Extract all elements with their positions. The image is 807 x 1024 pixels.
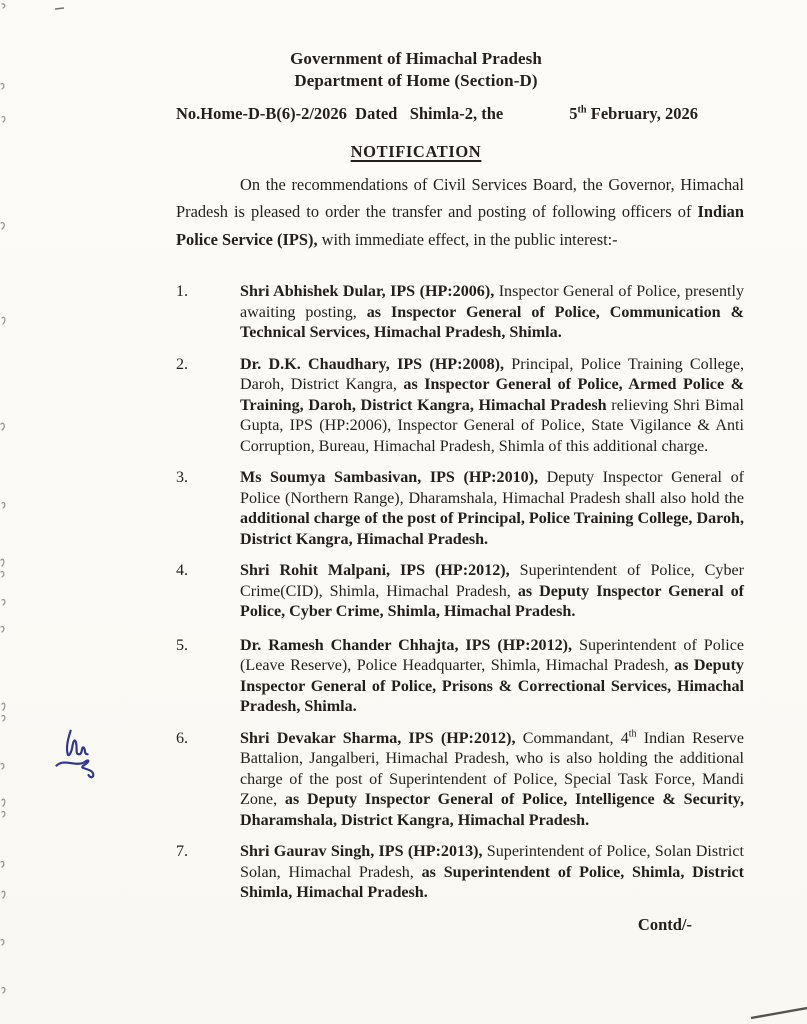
transfer-list [176, 282, 744, 904]
item-text: Dr. Ramesh Chander Chhajta, IPS (HP:2012), Superintendent of Police (Leave Reserve), Police Headquarter, Shimla, Himachal Pradesh, as Deputy Inspector General of Police, Prisons & Correctional Services, Himachal Pradesh, Shimla. [240, 636, 745, 715]
item-number: 1. [176, 283, 189, 300]
item-text: Shri Gaurav Singh, IPS (HP:2013), Superintendent of Police, Solan District Solan, Himachal Pradesh, as Superintendent of Police, Shimla, District Shimla, Himachal Pradesh. [240, 843, 744, 901]
list-item [176, 636, 744, 718]
intro-paragraph: On the recommendations of Civil Services Board, the Governor, Himachal Pradesh is pleased to order the transfer and posting of following officers of Indian Police Service (IPS), with immediate effect, in the public interest:- [176, 175, 744, 249]
item-text: Shri Rohit Malpani, IPS (HP:2012), Superintendent of Police, Cyber Crime(CID), Shimla, Himachal Pradesh, as Deputy Inspector General of Police, Cyber Crime, Shimla, Himachal Pradesh. [240, 562, 744, 620]
item-number: 2. [176, 355, 189, 373]
item-text: Shri Devakar Sharma, IPS (HP:2012), Commandant, 4th Indian Reserve Battalion, Jangalberi, Himachal Pradesh, who is also holding the additional charge of the post of Superintendent of Police, Special Task Force, Mandi Zone, as Deputy Inspector General of Police, Intelligence & Security, Dharamshala, District Kangra, Himachal Pradesh. [240, 728, 744, 829]
notification-date: 5th February, 2026 [569, 104, 698, 123]
item-text: Dr. D.K. Chaudhary, IPS (HP:2008), Principal, Police Training College, Daroh, District Kangra, as Inspector General of Police, Armed Police & Training, Daroh, District Kangra, Himachal Pradesh relieving Shri Bimal Gupta, IPS (HP:2006), Inspector General of Police, State Vigilance & Anti Corruption, Bureau, Himachal Pradesh, Shimla of this additional charge. [240, 355, 745, 455]
item-number: 3. [176, 469, 189, 486]
department-title: Department of Home (Section-D) [294, 71, 538, 90]
document-header [12, 48, 807, 92]
item-number: 4. [176, 562, 189, 579]
list-item [176, 282, 744, 344]
list-item [176, 561, 744, 623]
transfer-order-content [176, 282, 744, 935]
continued-marker: Contd/- [637, 914, 692, 934]
item-number: 6. [176, 729, 189, 747]
handwritten-signature-mark [52, 726, 110, 792]
scan-artifact-line [747, 1000, 807, 1024]
notification-heading: NOTIFICATION [350, 142, 482, 161]
list-item [176, 842, 744, 904]
list-item [176, 355, 744, 458]
item-number: 7. [176, 843, 189, 860]
list-item [176, 729, 744, 832]
list-item [176, 468, 744, 550]
reference-number: No.Home-D-B(6)-2/2026 Dated Shimla-2, the [176, 104, 504, 123]
item-text: Shri Abhishek Dular, IPS (HP:2006), Inspector General of Police, presently awaiting posting, as Inspector General of Police, Communication & Technical Services, Himachal Pradesh, Shimla. [240, 283, 744, 341]
left-edge-pen-marks [0, 0, 16, 1024]
government-title: Government of Himachal Pradesh [290, 49, 542, 68]
stray-pen-dash [55, 7, 65, 10]
item-number: 5. [176, 636, 189, 654]
item-text: Ms Soumya Sambasivan, IPS (HP:2010), Deputy Inspector General of Police (Northern Range), Dharamshala, Himachal Pradesh shall also hold the additional charge of the post of Principal, Police Training College, Daroh, District Kangra, Himachal Pradesh. [240, 469, 744, 548]
reference-line [176, 104, 698, 124]
